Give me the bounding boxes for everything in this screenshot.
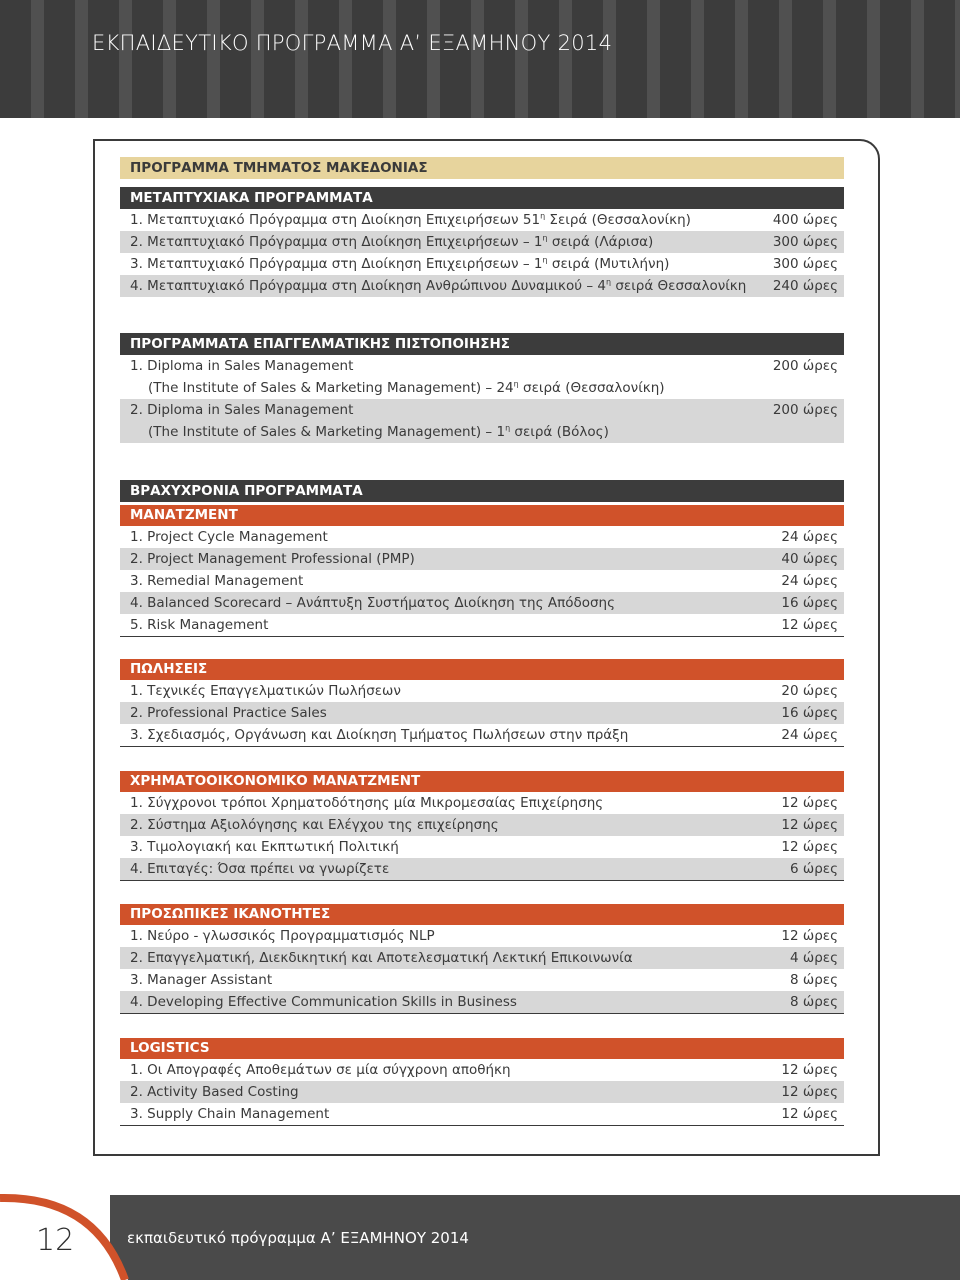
- list-item: 2. Professional Practice Sales 16 ώρες: [120, 702, 844, 724]
- list-item: 4. Balanced Scorecard – Ανάπτυξη Συστήματος Διοίκηση της Απόδοσης 16 ώρες: [120, 592, 844, 614]
- cert-section: [120, 333, 844, 443]
- short-heading: ΒΡΑΧΥΧΡΟΝΙΑ ΠΡΟΓΡΑΜΜΑΤΑ: [120, 480, 844, 502]
- list-item: 3. Τιμολογιακή και Εκπτωτική Πολιτική 12 ώρες: [120, 836, 844, 858]
- footer-text: εκπαιδευτικό πρόγραμμα Α’ ΕΞΑΜΗΝΟΥ 2014: [127, 1229, 469, 1247]
- program-title: ΠΡΟΓΡΑΜΜΑ ΤΜΗΜΑΤΟΣ ΜΑΚΕΔΟΝΙΑΣ: [120, 157, 844, 179]
- page-number: 12: [36, 1223, 75, 1258]
- finance-section: [120, 771, 844, 881]
- list-item-detail: (The Institute of Sales & Marketing Management) – $1^\eta$ σειρά (Βόλος): [120, 421, 844, 443]
- short-section: [120, 480, 844, 637]
- list-item: 4. Μεταπτυχιακό Πρόγραμμα στη Διοίκηση Ανθρώπινου Δυναμικού – $4^\eta$ σειρά Θεσσαλονίκη 240 ώρες: [120, 275, 844, 297]
- list-item: 2. Diploma in Sales Management 200 ώρες: [120, 399, 844, 421]
- list-item: 1. Νεύρο - γλωσσικός Προγραμματισμός NLP 12 ώρες: [120, 925, 844, 947]
- list-item: 1. Οι Απογραφές Αποθεμάτων σε μία σύγχρονη αποθήκη 12 ώρες: [120, 1059, 844, 1081]
- hours: 240 ώρες: [772, 278, 838, 294]
- program-title-section: [120, 157, 844, 183]
- list-item: 2. Σύστημα Αξιολόγησης και Ελέγχου της επιχείρησης 12 ώρες: [120, 814, 844, 836]
- list-item: 3. Supply Chain Management 12 ώρες: [120, 1103, 844, 1126]
- list-item: 3. Σχεδιασμός, Οργάνωση και Διοίκηση Τμήματος Πωλήσεων στην πράξη 24 ώρες: [120, 724, 844, 747]
- list-item: 1. Μεταπτυχιακό Πρόγραμμα στη Διοίκηση Επιχειρήσεων $51^\eta$ Σειρά (Θεσσαλονίκη) 400 ώρες: [120, 209, 844, 231]
- list-item: 2. Project Management Professional (PMP) 40 ώρες: [120, 548, 844, 570]
- header-title: ΕΚΠΑΙΔΕΥΤΙΚΟ ΠΡΟΓΡΑΜΜΑ Α’ ΕΞΑΜΗΝΟΥ 2014: [92, 31, 613, 55]
- list-item: 5. Risk Management 12 ώρες: [120, 614, 844, 637]
- list-item: 1. Σύγχρονοι τρόποι Χρηματοδότησης μία Μικρομεσαίας Επιχείρησης 12 ώρες: [120, 792, 844, 814]
- group-title: LOGISTICS: [120, 1038, 844, 1059]
- list-item: 3. Μεταπτυχιακό Πρόγραμμα στη Διοίκηση Επιχειρήσεων – $1^\eta$ σειρά (Μυτιλήνη) 300 ώρες: [120, 253, 844, 275]
- list-item: 1. Diploma in Sales Management 200 ώρες: [120, 355, 844, 377]
- hours: 200 ώρες: [772, 402, 838, 418]
- postgrad-heading: ΜΕΤΑΠΤΥΧΙΑΚΑ ΠΡΟΓΡΑΜΜΑΤΑ: [120, 187, 844, 209]
- list-item-detail: (The Institute of Sales & Marketing Management) – $24^\eta$ σειρά (Θεσσαλονίκη): [120, 377, 844, 399]
- list-item: 3. Remedial Management 24 ώρες: [120, 570, 844, 592]
- group-title: ΜΑΝΑΤΖΜΕΝΤ: [120, 505, 844, 526]
- group-title: ΠΩΛΗΣΕΙΣ: [120, 659, 844, 680]
- list-item: 4. Επιταγές: Όσα πρέπει να γνωρίζετε 6 ώρες: [120, 858, 844, 881]
- sales-section: [120, 659, 844, 747]
- group-title: ΧΡΗΜΑΤΟΟΙΚΟΝΟΜΙΚΟ ΜΑΝΑΤΖΜΕΝΤ: [120, 771, 844, 792]
- hours: 300 ώρες: [772, 256, 838, 272]
- list-item: 1. Project Cycle Management 24 ώρες: [120, 526, 844, 548]
- list-item: 3. Manager Assistant 8 ώρες: [120, 969, 844, 991]
- list-item: 4. Developing Effective Communication Skills in Business 8 ώρες: [120, 991, 844, 1014]
- logistics-section: [120, 1038, 844, 1126]
- group-title: ΠΡΟΣΩΠΙΚΕΣ ΙΚΑΝΟΤΗΤΕΣ: [120, 904, 844, 925]
- hours: 300 ώρες: [772, 234, 838, 250]
- list-item: 2. Επαγγελματική, Διεκδικητική και Αποτελεσματική Λεκτική Επικοινωνία 4 ώρες: [120, 947, 844, 969]
- hours: 200 ώρες: [772, 358, 838, 374]
- list-item: 1. Τεχνικές Επαγγελματικών Πωλήσεων 20 ώρες: [120, 680, 844, 702]
- list-item: 2. Μεταπτυχιακό Πρόγραμμα στη Διοίκηση Επιχειρήσεων – $1^\eta$ σειρά (Λάρισα) 300 ώρες: [120, 231, 844, 253]
- hours: 400 ώρες: [772, 212, 838, 228]
- cert-heading: ΠΡΟΓΡΑΜΜΑΤΑ ΕΠΑΓΓΕΛΜΑΤΙΚΗΣ ΠΙΣΤΟΠΟΙΗΣΗΣ: [120, 333, 844, 355]
- list-item: 2. Activity Based Costing 12 ώρες: [120, 1081, 844, 1103]
- postgrad-section: [120, 187, 844, 297]
- skills-section: [120, 904, 844, 1014]
- page-header: [0, 0, 960, 118]
